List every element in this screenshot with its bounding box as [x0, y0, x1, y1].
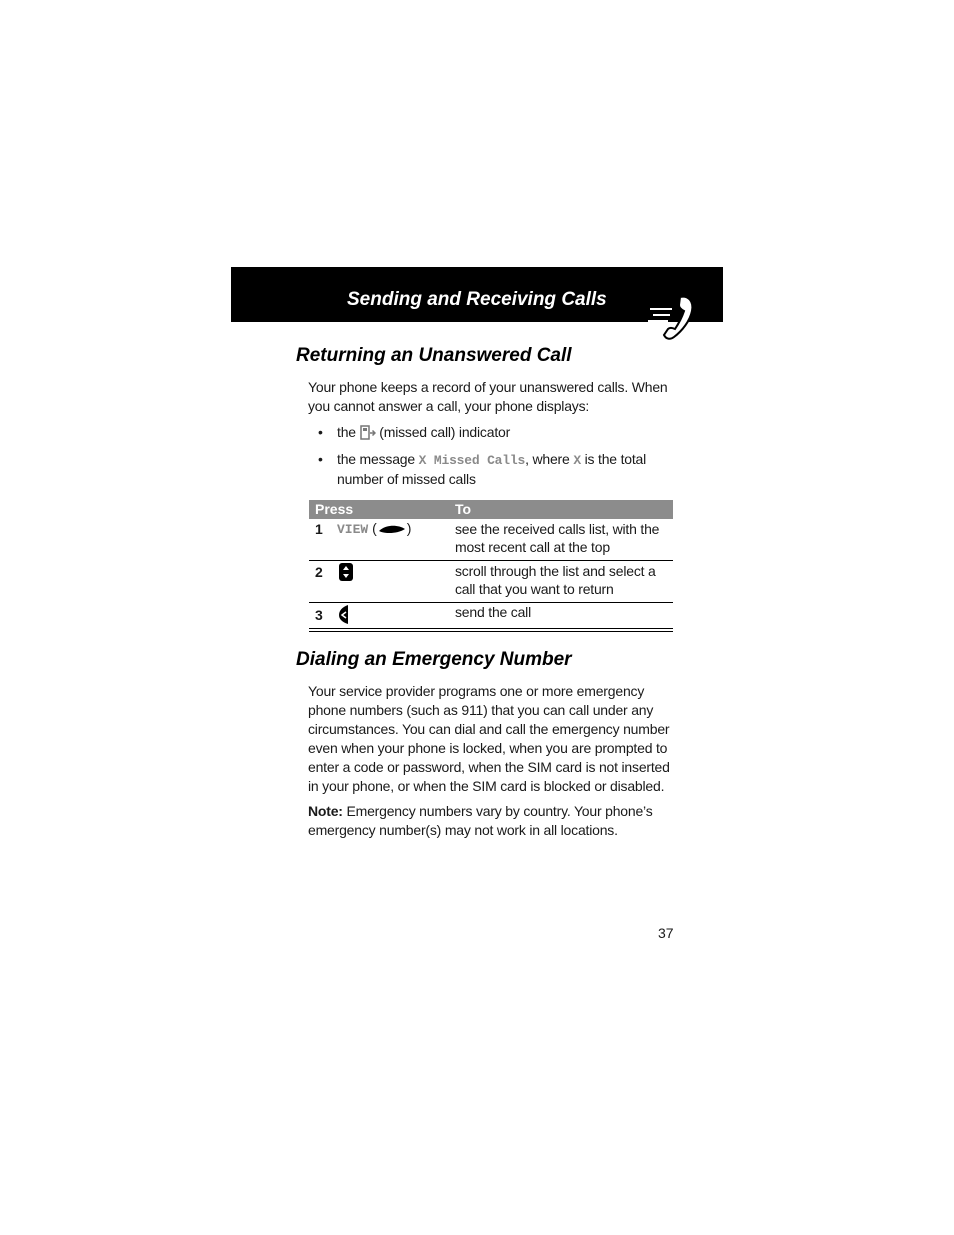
table-bottom-rule [309, 631, 673, 632]
missed-count-variable: X [573, 453, 581, 468]
step-description: see the received calls list, with the most recent call at the top [455, 521, 660, 555]
step-description: send the call [455, 604, 532, 620]
section-heading-emergency: Dialing an Emergency Number [296, 649, 572, 670]
row-divider [309, 560, 673, 561]
section-heading-returning-call: Returning an Unanswered Call [296, 345, 572, 366]
instruction-table-header [309, 500, 673, 519]
step-number: 3 [315, 607, 323, 623]
chapter-title: Sending and Receiving Calls [347, 289, 607, 310]
phone-handset-icon [644, 291, 700, 345]
step-number: 2 [315, 564, 323, 580]
right-soft-key-icon [377, 523, 407, 535]
navigation-key-icon [338, 562, 354, 582]
table-bottom-rule [309, 628, 673, 629]
step-description: scroll through the list and select a call that you want to return [455, 563, 656, 597]
send-key-icon [338, 604, 350, 625]
step-number: 1 [315, 521, 323, 537]
page-number: 37 [658, 925, 674, 941]
emergency-note: Note: Emergency numbers vary by country. Your phone’s emergency number(s) may not work in all locations. [308, 803, 653, 838]
to-column-header: To [455, 501, 472, 517]
emergency-body: Your service provider programs one or more emergency phone numbers (such as 911) that you can call under any circumstances. You can dial and call the emergency number even when your phone is locked, when you are prompted to enter a code or password, when the SIM card is not inserted in your phone, or when the SIM card is blocked or disabled. [308, 683, 670, 794]
press-column-header: Press [315, 501, 354, 517]
view-key-label: VIEW ( ) [337, 520, 412, 537]
missed-call-icon [360, 425, 376, 441]
returning-call-intro: Your phone keeps a record of your unanswered calls. When you cannot answer a call, your phone displays: [308, 379, 668, 414]
missed-calls-message: X Missed Calls [418, 453, 526, 468]
